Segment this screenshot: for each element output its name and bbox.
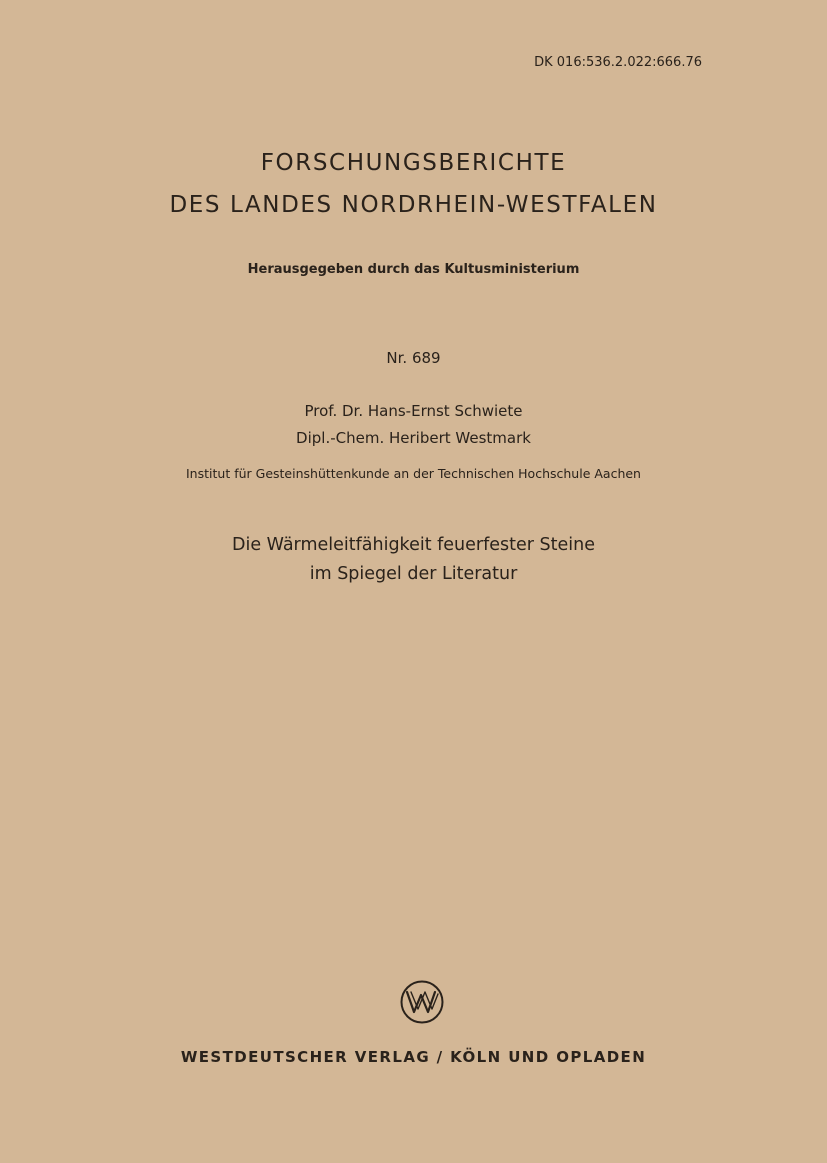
publisher-ww-logo-icon <box>399 979 445 1025</box>
series-title-line-2: DES LANDES NORDRHEIN-WESTFALEN <box>169 192 658 218</box>
classification-code: DK 016:536.2.022:666.76 <box>534 55 702 70</box>
institute: Institut für Gesteinshüttenkunde an der Technischen Hochschule Aachen <box>186 466 641 481</box>
editor-line: Herausgegeben durch das Kultusministerium <box>247 262 580 277</box>
author-1: Prof. Dr. Hans-Ernst Schwiete <box>304 402 523 420</box>
book-title-line-1: Die Wärmeleitfähigkeit feuerfester Steine <box>231 535 595 555</box>
author-2: Dipl.-Chem. Heribert Westmark <box>296 429 531 447</box>
publisher-name: WESTDEUTSCHER VERLAG / KÖLN UND OPLADEN <box>180 1048 647 1066</box>
series-title-line-1: FORSCHUNGSBERICHTE <box>260 150 567 176</box>
series-number: Nr. 689 <box>386 349 441 367</box>
book-title-line-2: im Spiegel der Literatur <box>309 564 518 584</box>
